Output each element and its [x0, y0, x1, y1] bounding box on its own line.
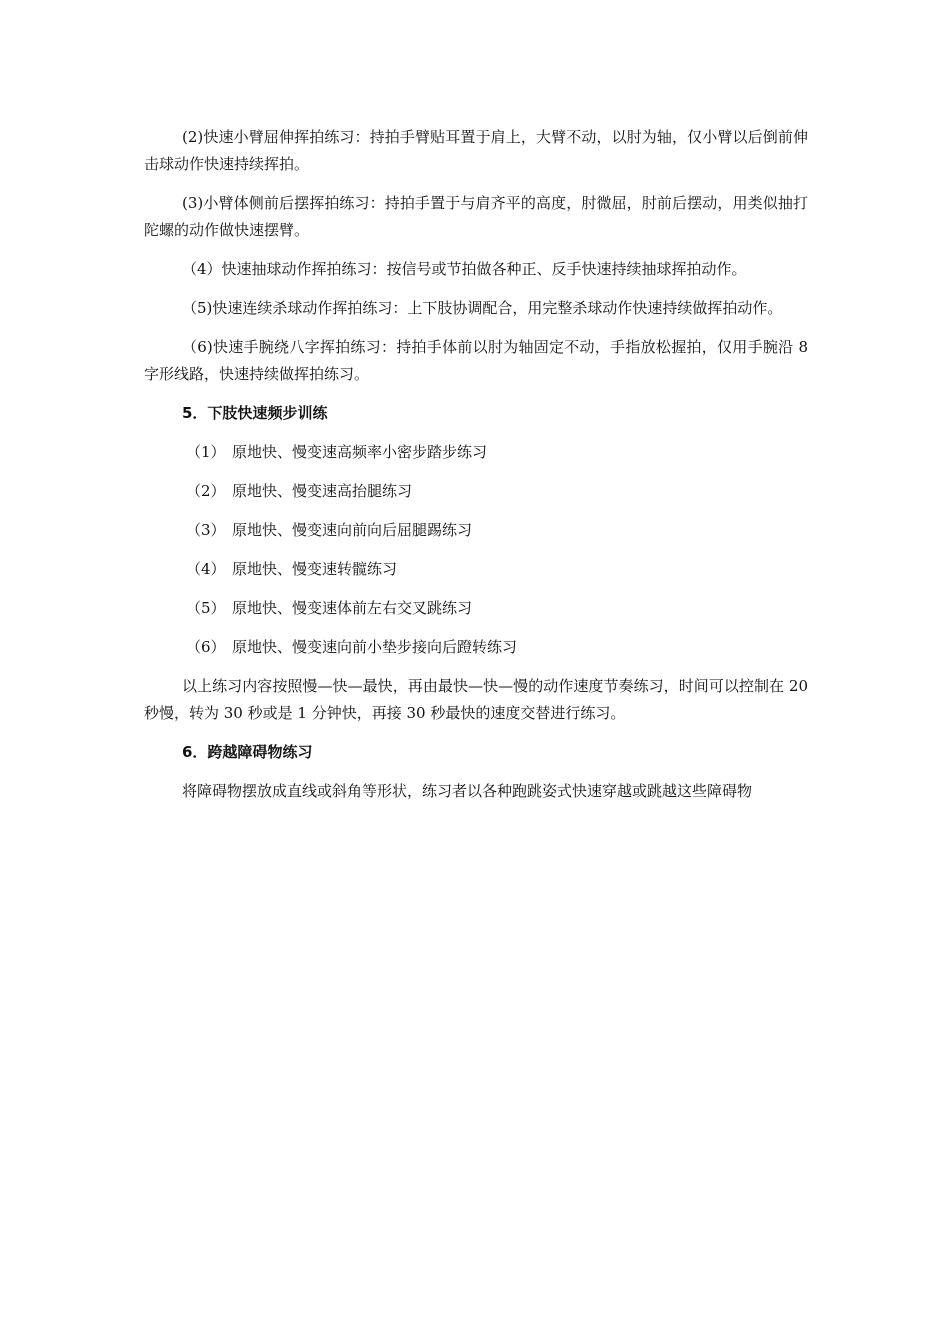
section-heading-6: 6．跨越障碍物练习 [182, 743, 313, 761]
list-item-text: 原地快、慢变速高抬腿练习 [232, 482, 413, 500]
list-item [186, 517, 808, 544]
paragraph-wrist-figure-eight: （6)快速手腕绕八字挥拍练习：持拍手体前以肘为轴固定不动，手指放松握拍，仅用手腕沿 8 字形线路，快速持续做挥拍练习。 [144, 338, 808, 383]
paragraph-obstacle-drill: 将障碍物摆放成直线或斜角等形状，练习者以各种跑跳姿式快速穿越或跳越这些障碍物 [182, 782, 753, 800]
paragraph-forearm-swing: (2)快速小臂屈伸挥拍练习：持拍手臂贴耳置于肩上，大臂不动，以肘为轴，仅小臂以后倒前伸击球动作快速持续挥拍。 [144, 128, 808, 173]
paragraph-speed-rhythm-summary: 以上练习内容按照慢—快—最快，再由最快—快—慢的动作速度节奏练习，时间可以控制在 20 秒慢，转为 30 秒或是 1 分钟快，再接 30 秒最快的速度交替进行练习。 [144, 677, 808, 722]
list-item-number: （4） [186, 560, 226, 578]
list-item-text: 原地快、慢变速向前小垫步接向后蹬转练习 [232, 638, 518, 656]
paragraph-smash-swing: （5)快速连续杀球动作挥拍练习：上下肢协调配合，用完整杀球动作快速持续做挥拍动作。 [182, 299, 783, 317]
list-item-text: 原地快、慢变速向前向后屈腿踢练习 [232, 521, 473, 539]
list-item-number: （2） [186, 482, 226, 500]
paragraph-side-swing: (3)小臂体侧前后摆挥拍练习：持拍手置于与肩齐平的高度，肘微屈，肘前后摆动，用类似抽打陀螺的动作做快速摆臂。 [144, 194, 808, 239]
list-item [186, 439, 808, 466]
list-item [186, 595, 808, 622]
list-item-number: （1） [186, 443, 226, 461]
list-item-number: （6） [186, 638, 226, 656]
list-item-text: 原地快、慢变速体前左右交叉跳练习 [232, 599, 473, 617]
list-item-text: 原地快、慢变速转髋练习 [232, 560, 398, 578]
list-item-text: 原地快、慢变速高频率小密步踏步练习 [232, 443, 488, 461]
list-item [186, 478, 808, 505]
list-item-number: （5） [186, 599, 226, 617]
list-item [186, 634, 808, 661]
section-heading-5: 5．下肢快速频步训练 [182, 404, 328, 422]
list-item-number: （3） [186, 521, 226, 539]
paragraph-drive-swing: （4）快速抽球动作挥拍练习：按信号或节拍做各种正、反手快速持续抽球挥拍动作。 [182, 260, 747, 278]
document-body [144, 124, 808, 817]
list-item [186, 556, 808, 583]
